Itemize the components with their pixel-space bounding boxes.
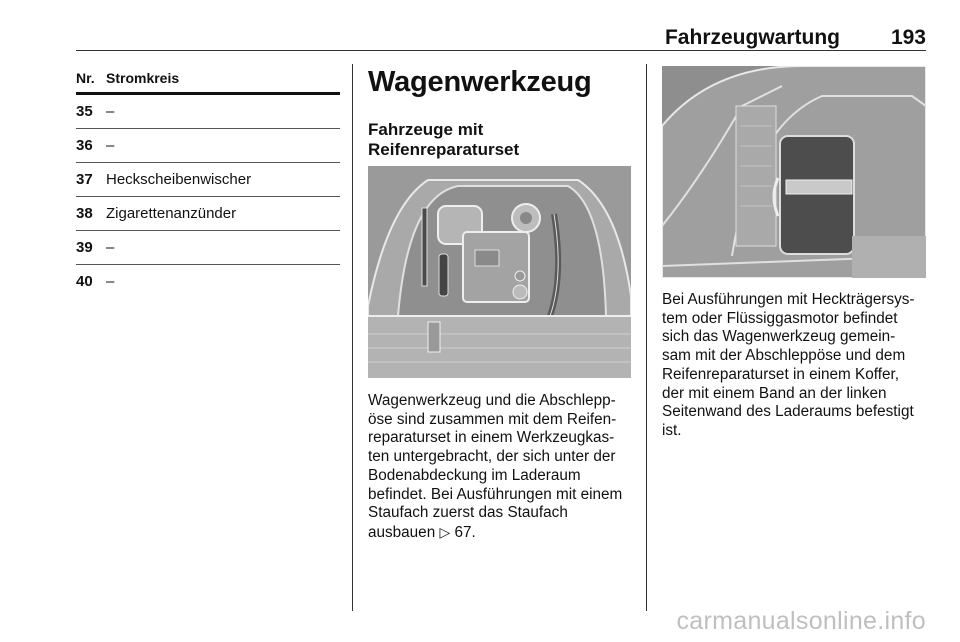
column-divider <box>352 64 353 611</box>
table-row <box>76 95 340 128</box>
fuse-number: 35 <box>76 103 93 120</box>
fuse-table <box>76 68 340 298</box>
paragraph-line: Bodenabdeckung im Laderaum <box>368 466 581 484</box>
toolkit-paragraph <box>368 392 638 543</box>
paragraph-line: ten untergebracht, der sich unter der <box>368 448 616 466</box>
table-row <box>76 129 340 162</box>
fuse-number: 36 <box>76 137 93 154</box>
paragraph-line: Wagenwerkzeug und die Abschlepp- <box>368 392 616 409</box>
paragraph-line: Bei Ausführungen mit Heckträgersys- <box>662 291 915 308</box>
section-title: Wagenwerkzeug <box>368 66 592 98</box>
subsection-title <box>368 120 628 160</box>
subsection-title-line: Fahrzeuge mit <box>368 120 484 139</box>
paragraph-line: befindet. Bei Ausführungen mit einem <box>368 485 623 503</box>
fuse-circuit: – <box>106 273 115 290</box>
header-rule <box>76 50 926 51</box>
column-header-circuit: Stromkreis <box>106 70 180 86</box>
table-row <box>76 265 340 298</box>
paragraph-line: sam mit der Abschleppöse und dem <box>662 347 906 365</box>
paragraph-line: öse sind zusammen mit dem Reifen- <box>368 410 617 428</box>
column-divider <box>646 64 647 611</box>
table-header <box>76 68 340 92</box>
fuse-number: 38 <box>76 205 93 222</box>
paragraph-line: sich das Wagenwerkzeug gemein- <box>662 328 896 346</box>
toolkit-drawing <box>368 166 631 378</box>
fuse-number: 37 <box>76 171 93 188</box>
fuse-number: 40 <box>76 273 93 290</box>
trunk-case-paragraph <box>662 291 938 441</box>
paragraph-line: Seitenwand des Laderaums befestigt <box>662 403 914 421</box>
paragraph-line: ist. <box>662 421 682 439</box>
fuse-number: 39 <box>76 239 93 256</box>
table-row <box>76 231 340 264</box>
paragraph-line: der mit einem Band an der linken <box>662 384 887 402</box>
fuse-circuit: – <box>106 137 115 154</box>
paragraph-text: ausbauen <box>368 523 436 541</box>
paragraph-line: Staufach zuerst das Staufach <box>368 504 568 522</box>
trunk-case-drawing <box>662 66 926 278</box>
watermark: carmanualsonline.info <box>676 607 926 635</box>
paragraph-line: Reifenreparaturset in einem Koffer, <box>662 365 899 383</box>
trunk-case-illustration <box>662 66 926 278</box>
table-row <box>76 197 340 230</box>
paragraph-line <box>368 523 638 543</box>
fuse-circuit: – <box>106 103 115 120</box>
column-header-nr: Nr. <box>76 70 95 86</box>
page-number: 193 <box>890 26 926 49</box>
table-row <box>76 163 340 196</box>
page-header <box>76 0 926 52</box>
paragraph-line: tem oder Flüssiggasmotor befindet <box>662 309 898 327</box>
chapter-title: Fahrzeugwartung <box>664 26 840 49</box>
fuse-circuit: Zigarettenanzünder <box>106 205 237 222</box>
page-reference-icon[interactable]: ▷ <box>439 523 451 540</box>
toolkit-illustration <box>368 166 631 378</box>
fuse-circuit: Heckscheibenwischer <box>106 171 252 188</box>
subsection-title-line: Reifenreparaturset <box>368 140 520 159</box>
page-reference[interactable]: 67. <box>454 523 476 541</box>
paragraph-line: reparaturset in einem Werkzeugkas- <box>368 429 615 447</box>
fuse-circuit: – <box>106 239 115 256</box>
